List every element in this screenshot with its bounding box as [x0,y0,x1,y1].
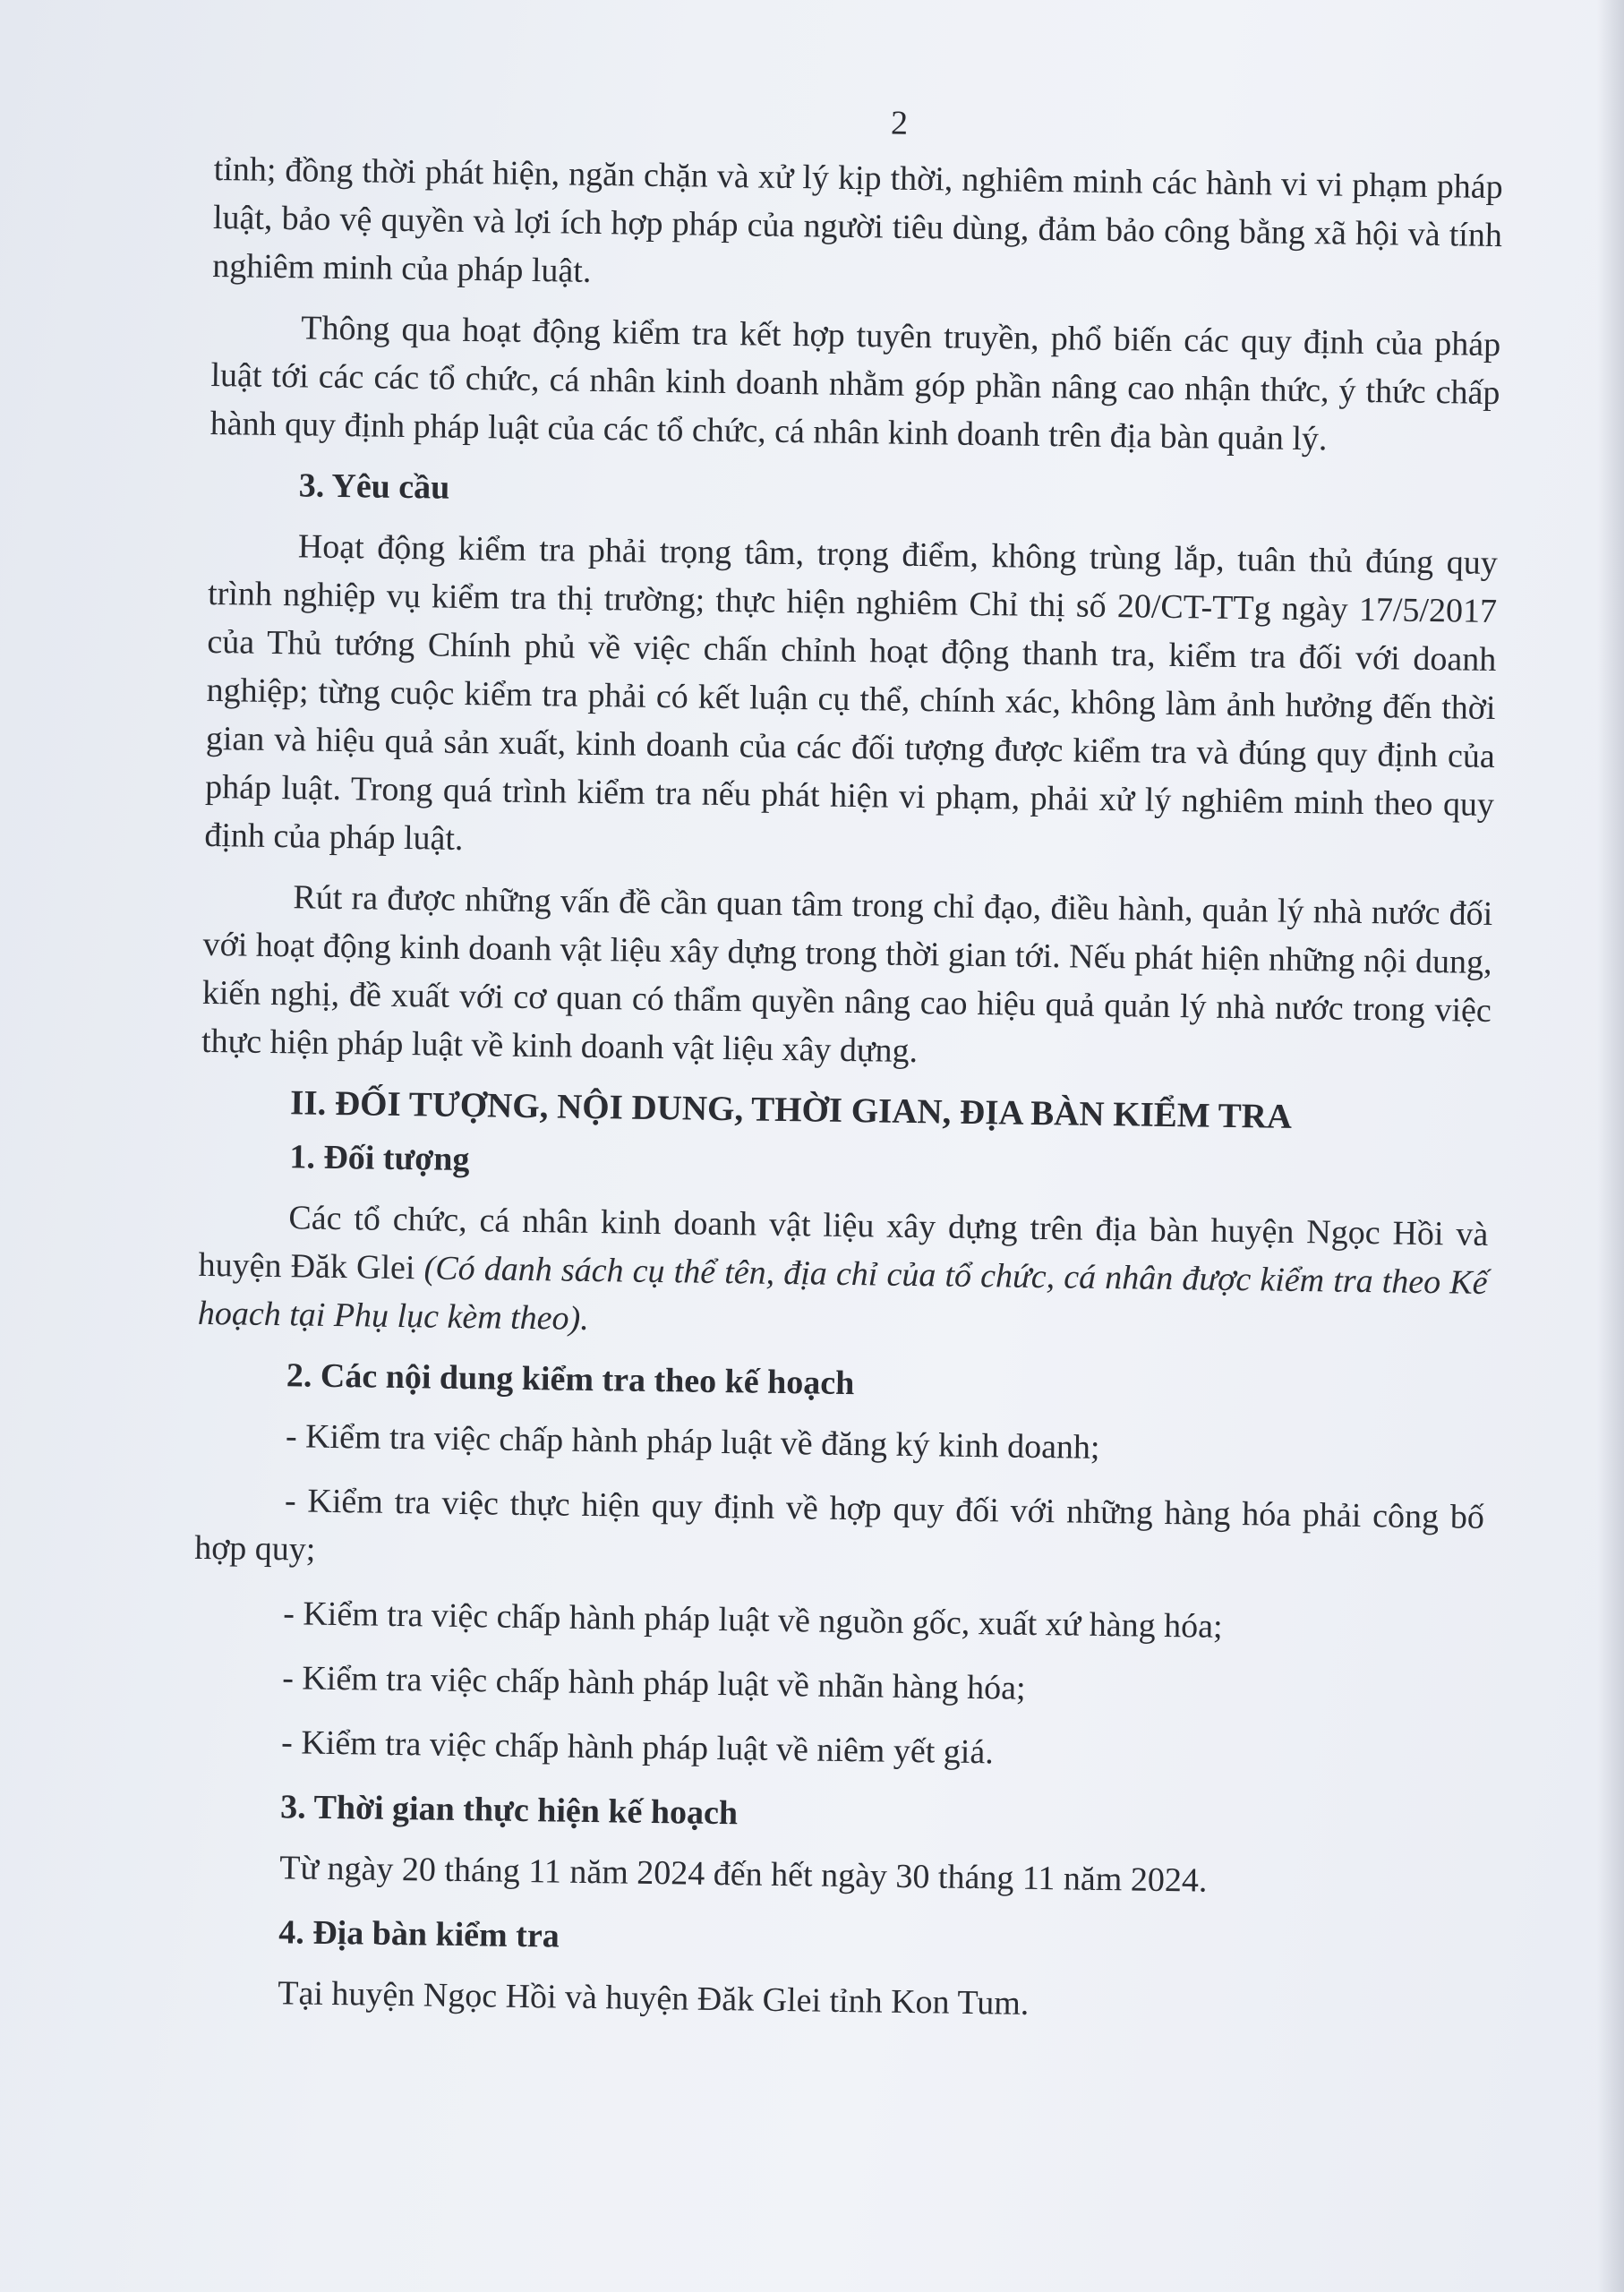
heading-thoi-gian: 3. Thời gian thực hiện kế hoạch [279,1788,739,1833]
list-item: - Kiểm tra việc chấp hành pháp luật về đăng ký kinh doanh; [285,1417,1100,1467]
paragraph-rut-ra: Rút ra được những vấn đề cần quan tâm trong chỉ đạo, điều hành, quản lý nhà nước đối với hoạt động kinh doanh vật liệu xây dựng trong thời gian tới. Nếu phát hiện những nội dung, kiến nghị, đề xuất với cơ quan có thẩm quyền nâng cao hiệu quả quản lý nhà nước trong việc thực hiện pháp luật về kinh doanh vật liệu xây dựng. [201,878,1493,1071]
list-item: - Kiểm tra việc chấp hành pháp luật về nhãn hàng hóa; [281,1659,1026,1707]
paragraph-dia-ban: Tại huyện Ngọc Hồi và huyện Đăk Glei tỉnh Kon Tum. [278,1974,1030,2023]
section-ii-title: II. ĐỐI TƯỢNG, NỘI DUNG, THỜI GIAN, ĐỊA BÀN KIỂM TRA [289,1083,1293,1136]
document-body [188,90,1504,2050]
doi-tuong-text: Các tổ chức, cá nhân kinh doanh vật liệu xây dựng trên địa bàn huyện Ngọc Hồi và huyện Đăk Glei [198,1199,1489,1287]
list-item: - Kiểm tra việc thực hiện quy định về hợp quy đối với những hàng hóa phải công bố hợp quy; [193,1482,1485,1569]
page-number: 2 [890,104,909,142]
paragraph-yeu-cau: Hoạt động kiểm tra phải trọng tâm, trọng điểm, không trùng lắp, tuân thủ đúng quy trình nghiệp vụ kiểm tra thị trường; thực hiện nghiêm Chỉ thị số 20/CT-TTg ngày 17/5/2017 của Thủ tướng Chính phủ về việc chấn chỉnh hoạt động thanh tra, kiểm tra đối với doanh nghiệp; từng cuộc kiểm tra phải có kết luận cụ thể, chính xác, không làm ảnh hưởng đến thời gian và hiệu quả sản xuất, kinh doanh của các đối tượng được kiểm tra và đúng quy định của pháp luật. Trong quá trình kiểm tra nếu phát hiện vi phạm, phải xử lý nghiêm minh theo quy định của pháp luật. [204,527,1499,858]
heading-dia-ban: 4. Địa bàn kiểm tra [278,1913,560,1955]
heading-yeu-cau: 3. Yêu cầu [298,466,450,507]
doi-tuong-italic-note: (Có danh sách cụ thể tên, địa chỉ của tổ chức, cá nhân được kiểm tra theo Kế hoạch tại Phụ lục kèm theo). [197,1249,1488,1338]
list-item: - Kiểm tra việc chấp hành pháp luật về nguồn gốc, xuất xứ hàng hóa; [282,1595,1223,1646]
paragraph-thoi-gian: Từ ngày 20 tháng 11 năm 2024 đến hết ngày 30 tháng 11 năm 2024. [278,1849,1208,1900]
list-item: - Kiểm tra việc chấp hành pháp luật về niêm yết giá. [280,1723,995,1772]
paragraph-doi-tuong [198,1193,1489,1356]
heading-doi-tuong: 1. Đối tượng [289,1138,470,1179]
paragraph-continuation: tỉnh; đồng thời phát hiện, ngăn chặn và xử lý kịp thời, nghiêm minh các hành vi vi phạm pháp luật, bảo vệ quyền và lợi ích hợp pháp của người tiêu dùng, đảm bảo công bằng xã hội và tính nghiêm minh của pháp luật. [211,150,1503,290]
heading-noi-dung: 2. Các nội dung kiểm tra theo kế hoạch [286,1356,855,1403]
paragraph-tuyen-truyen: Thông qua hoạt động kiểm tra kết hợp tuyên truyền, phổ biến các quy định của pháp luật tới các các tổ chức, cá nhân kinh doanh nhằm góp phần nâng cao nhận thức, ý thức chấp hành quy định pháp luật của các tổ chức, cá nhân kinh doanh trên địa bàn quản lý. [209,309,1501,458]
